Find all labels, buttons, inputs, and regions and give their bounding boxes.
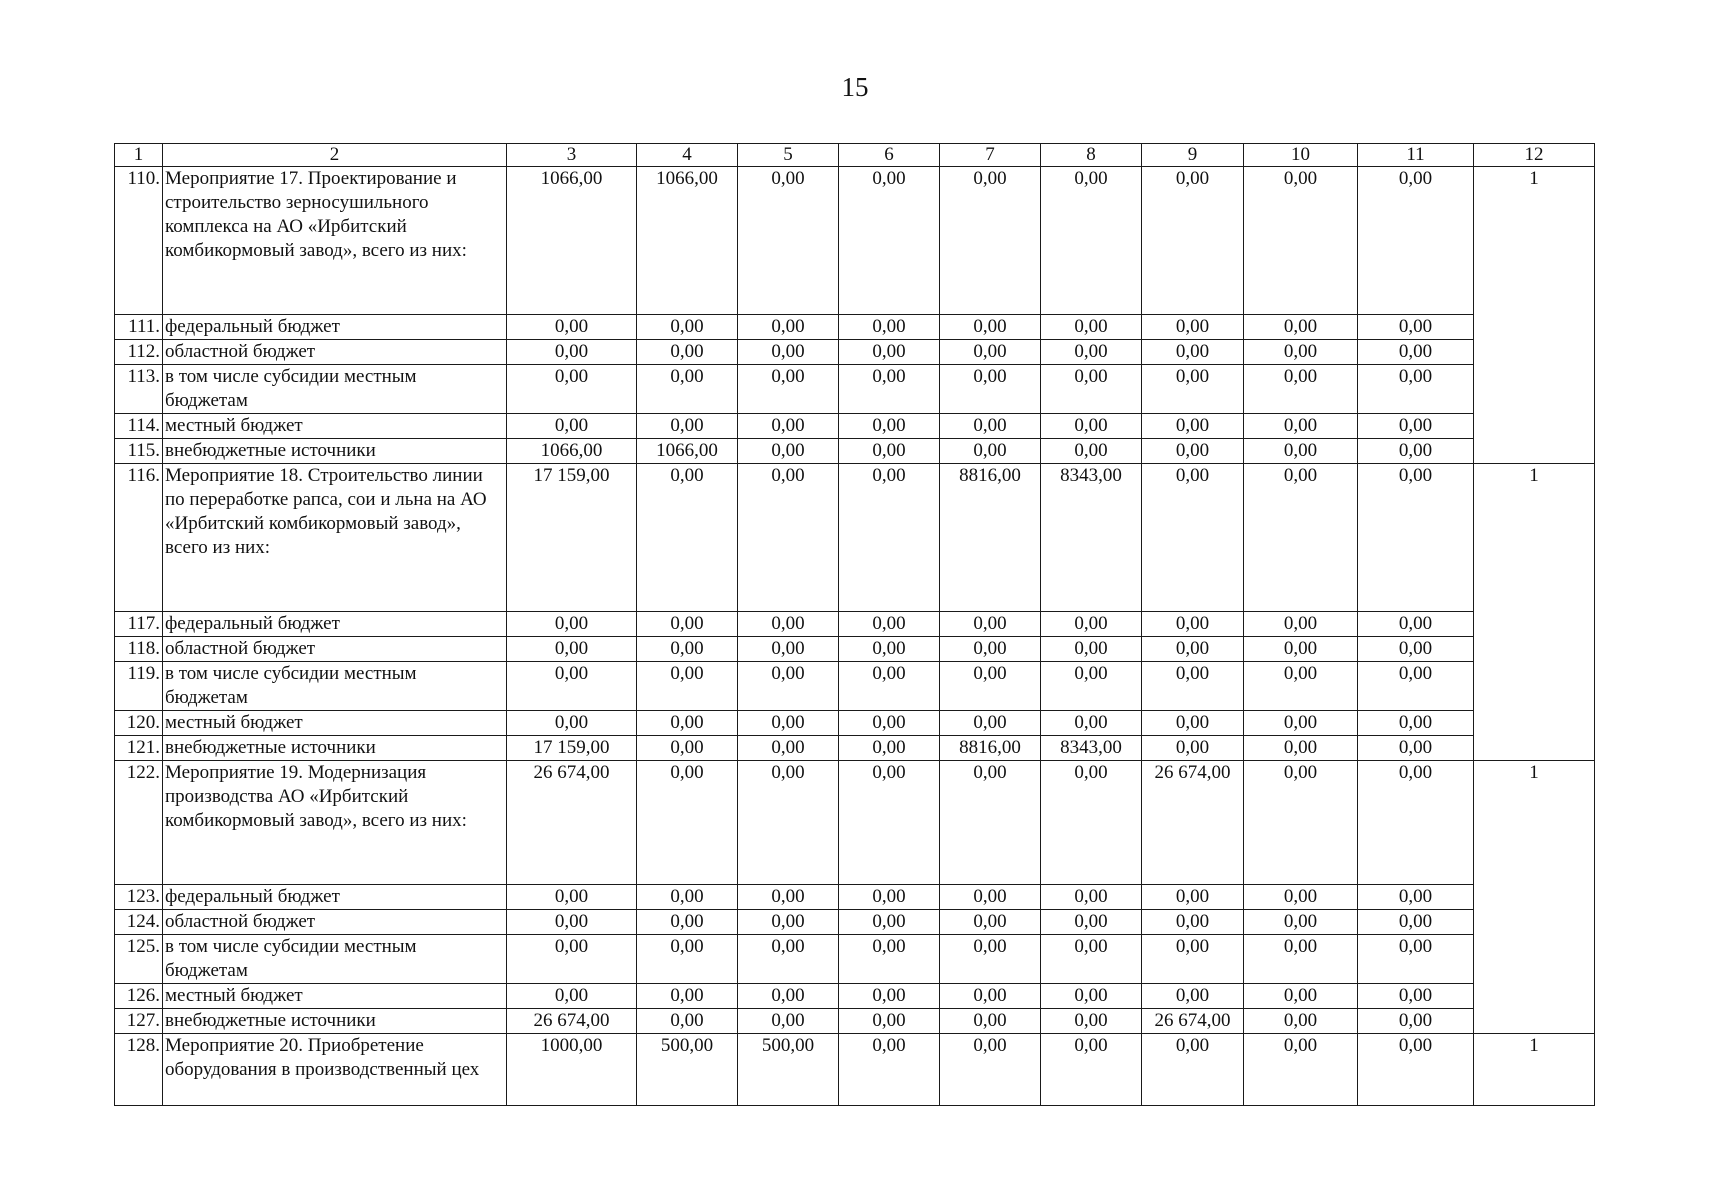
row-label: федеральный бюджет <box>163 885 507 910</box>
table-row <box>115 984 1595 1009</box>
target-indicator-cell: 1 <box>1474 1034 1595 1106</box>
value-cell: 0,00 <box>1358 315 1474 340</box>
row-number: 111. <box>115 315 163 340</box>
table-row <box>115 711 1595 736</box>
value-cell: 26 674,00 <box>507 761 637 885</box>
value-cell: 0,00 <box>1244 984 1358 1009</box>
value-cell: 1066,00 <box>637 439 738 464</box>
row-number: 117. <box>115 612 163 637</box>
value-cell: 0,00 <box>738 464 839 612</box>
value-cell: 0,00 <box>839 315 940 340</box>
row-number: 123. <box>115 885 163 910</box>
value-cell: 0,00 <box>1244 365 1358 414</box>
value-cell: 0,00 <box>738 711 839 736</box>
value-cell: 0,00 <box>507 637 637 662</box>
header-cell: 4 <box>637 144 738 167</box>
table-row <box>115 439 1595 464</box>
value-cell: 0,00 <box>1358 414 1474 439</box>
value-cell: 0,00 <box>940 365 1041 414</box>
row-label: местный бюджет <box>163 711 507 736</box>
value-cell: 0,00 <box>738 761 839 885</box>
value-cell: 0,00 <box>637 984 738 1009</box>
value-cell: 0,00 <box>1041 414 1142 439</box>
value-cell: 0,00 <box>738 340 839 365</box>
value-cell: 0,00 <box>940 761 1041 885</box>
value-cell: 0,00 <box>738 414 839 439</box>
value-cell: 0,00 <box>839 935 940 984</box>
row-number: 115. <box>115 439 163 464</box>
value-cell: 0,00 <box>940 885 1041 910</box>
row-label: в том числе субсидии местным бюджетам <box>163 935 507 984</box>
value-cell: 0,00 <box>940 439 1041 464</box>
value-cell: 26 674,00 <box>1142 761 1244 885</box>
value-cell: 1066,00 <box>507 167 637 315</box>
value-cell: 0,00 <box>507 935 637 984</box>
value-cell: 0,00 <box>1041 637 1142 662</box>
row-label: в том числе субсидии местным бюджетам <box>163 365 507 414</box>
value-cell: 0,00 <box>738 984 839 1009</box>
row-number: 128. <box>115 1034 163 1106</box>
value-cell: 0,00 <box>637 736 738 761</box>
value-cell: 0,00 <box>839 910 940 935</box>
value-cell: 26 674,00 <box>507 1009 637 1034</box>
value-cell: 0,00 <box>1244 167 1358 315</box>
value-cell: 0,00 <box>1358 662 1474 711</box>
value-cell: 0,00 <box>1142 885 1244 910</box>
value-cell: 0,00 <box>637 910 738 935</box>
row-number: 114. <box>115 414 163 439</box>
value-cell: 0,00 <box>839 414 940 439</box>
value-cell: 8343,00 <box>1041 464 1142 612</box>
value-cell: 0,00 <box>1041 612 1142 637</box>
value-cell: 0,00 <box>637 1009 738 1034</box>
row-label: Мероприятие 18. Строительство линии по переработке рапса, сои и льна на АО «Ирбитский комбикормовый завод», всего из них: <box>163 464 507 612</box>
table-row <box>115 365 1595 414</box>
value-cell: 0,00 <box>839 1009 940 1034</box>
value-cell: 0,00 <box>1244 414 1358 439</box>
value-cell: 8816,00 <box>940 464 1041 612</box>
value-cell: 0,00 <box>1041 340 1142 365</box>
page-number: 15 <box>841 72 869 102</box>
value-cell: 0,00 <box>1041 662 1142 711</box>
row-number: 120. <box>115 711 163 736</box>
row-number: 112. <box>115 340 163 365</box>
value-cell: 0,00 <box>507 612 637 637</box>
value-cell: 0,00 <box>940 315 1041 340</box>
value-cell: 0,00 <box>1358 365 1474 414</box>
value-cell: 0,00 <box>1041 167 1142 315</box>
value-cell: 8816,00 <box>940 736 1041 761</box>
value-cell: 0,00 <box>1142 340 1244 365</box>
value-cell: 0,00 <box>1142 315 1244 340</box>
value-cell: 0,00 <box>940 662 1041 711</box>
value-cell: 0,00 <box>1244 761 1358 885</box>
value-cell: 0,00 <box>738 736 839 761</box>
value-cell: 0,00 <box>637 935 738 984</box>
value-cell: 0,00 <box>1358 1009 1474 1034</box>
value-cell: 0,00 <box>1244 662 1358 711</box>
table-row <box>115 662 1595 711</box>
row-label: Мероприятие 19. Модернизация производства АО «Ирбитский комбикормовый завод», всего из них: <box>163 761 507 885</box>
value-cell: 0,00 <box>637 761 738 885</box>
value-cell: 0,00 <box>940 711 1041 736</box>
header-cell: 2 <box>163 144 507 167</box>
value-cell: 0,00 <box>839 464 940 612</box>
value-cell: 0,00 <box>1142 1034 1244 1106</box>
value-cell: 0,00 <box>507 340 637 365</box>
value-cell: 0,00 <box>738 662 839 711</box>
value-cell: 0,00 <box>940 910 1041 935</box>
value-cell: 0,00 <box>1358 167 1474 315</box>
value-cell: 0,00 <box>839 365 940 414</box>
value-cell: 0,00 <box>940 340 1041 365</box>
value-cell: 0,00 <box>1244 711 1358 736</box>
value-cell: 0,00 <box>1244 340 1358 365</box>
value-cell: 0,00 <box>637 365 738 414</box>
value-cell: 0,00 <box>1142 464 1244 612</box>
table-row <box>115 736 1595 761</box>
row-label: областной бюджет <box>163 340 507 365</box>
value-cell: 0,00 <box>507 662 637 711</box>
header-cell: 1 <box>115 144 163 167</box>
value-cell: 0,00 <box>637 414 738 439</box>
row-number: 121. <box>115 736 163 761</box>
value-cell: 0,00 <box>1142 935 1244 984</box>
row-label: местный бюджет <box>163 414 507 439</box>
value-cell: 0,00 <box>507 711 637 736</box>
header-cell: 3 <box>507 144 637 167</box>
value-cell: 0,00 <box>507 315 637 340</box>
value-cell: 0,00 <box>1142 711 1244 736</box>
value-cell: 0,00 <box>839 1034 940 1106</box>
row-number: 126. <box>115 984 163 1009</box>
table-row <box>115 414 1595 439</box>
value-cell: 0,00 <box>738 885 839 910</box>
target-indicator-cell: 1 <box>1474 761 1595 1034</box>
value-cell: 0,00 <box>1244 885 1358 910</box>
row-number: 122. <box>115 761 163 885</box>
table-row <box>115 1009 1595 1034</box>
header-cell: 6 <box>839 144 940 167</box>
row-number: 124. <box>115 910 163 935</box>
value-cell: 0,00 <box>839 736 940 761</box>
value-cell: 0,00 <box>1244 637 1358 662</box>
table-row <box>115 315 1595 340</box>
target-indicator-cell: 1 <box>1474 464 1595 761</box>
value-cell: 0,00 <box>637 464 738 612</box>
value-cell: 0,00 <box>839 662 940 711</box>
value-cell: 0,00 <box>738 167 839 315</box>
table-row <box>115 761 1595 885</box>
value-cell: 0,00 <box>1244 612 1358 637</box>
target-indicator-cell: 1 <box>1474 167 1595 464</box>
value-cell: 0,00 <box>1358 910 1474 935</box>
header-cell: 9 <box>1142 144 1244 167</box>
value-cell: 0,00 <box>839 637 940 662</box>
value-cell: 0,00 <box>1041 439 1142 464</box>
value-cell: 0,00 <box>1358 935 1474 984</box>
value-cell: 0,00 <box>1142 910 1244 935</box>
row-label: федеральный бюджет <box>163 315 507 340</box>
row-label: областной бюджет <box>163 910 507 935</box>
header-cell: 7 <box>940 144 1041 167</box>
value-cell: 0,00 <box>637 637 738 662</box>
table-row <box>115 340 1595 365</box>
value-cell: 0,00 <box>1358 984 1474 1009</box>
value-cell: 0,00 <box>839 885 940 910</box>
table-body <box>115 144 1595 1106</box>
row-number: 113. <box>115 365 163 414</box>
row-label: в том числе субсидии местным бюджетам <box>163 662 507 711</box>
value-cell: 0,00 <box>507 414 637 439</box>
row-number: 119. <box>115 662 163 711</box>
value-cell: 0,00 <box>507 885 637 910</box>
value-cell: 0,00 <box>1142 612 1244 637</box>
value-cell: 0,00 <box>1142 439 1244 464</box>
value-cell: 0,00 <box>637 340 738 365</box>
budget-table <box>114 143 1595 1106</box>
value-cell: 500,00 <box>738 1034 839 1106</box>
value-cell: 0,00 <box>1041 1009 1142 1034</box>
row-number: 116. <box>115 464 163 612</box>
value-cell: 0,00 <box>839 612 940 637</box>
value-cell: 0,00 <box>1041 1034 1142 1106</box>
value-cell: 0,00 <box>1142 984 1244 1009</box>
value-cell: 0,00 <box>839 984 940 1009</box>
table-row <box>115 935 1595 984</box>
row-label: местный бюджет <box>163 984 507 1009</box>
row-number: 118. <box>115 637 163 662</box>
value-cell: 0,00 <box>839 167 940 315</box>
value-cell: 0,00 <box>1358 736 1474 761</box>
value-cell: 0,00 <box>1041 761 1142 885</box>
value-cell: 0,00 <box>940 414 1041 439</box>
row-label: областной бюджет <box>163 637 507 662</box>
row-label: федеральный бюджет <box>163 612 507 637</box>
value-cell: 0,00 <box>1358 1034 1474 1106</box>
value-cell: 0,00 <box>1041 711 1142 736</box>
header-cell: 10 <box>1244 144 1358 167</box>
value-cell: 0,00 <box>1244 439 1358 464</box>
value-cell: 0,00 <box>1244 315 1358 340</box>
row-label: внебюджетные источники <box>163 439 507 464</box>
value-cell: 0,00 <box>637 662 738 711</box>
value-cell: 0,00 <box>1244 736 1358 761</box>
value-cell: 0,00 <box>637 612 738 637</box>
table-row <box>115 464 1595 612</box>
value-cell: 0,00 <box>1142 736 1244 761</box>
row-label: Мероприятие 20. Приобретение оборудования в производственный цех <box>163 1034 507 1106</box>
value-cell: 17 159,00 <box>507 736 637 761</box>
row-label: внебюджетные источники <box>163 736 507 761</box>
value-cell: 0,00 <box>1358 761 1474 885</box>
value-cell: 0,00 <box>738 365 839 414</box>
value-cell: 8343,00 <box>1041 736 1142 761</box>
value-cell: 0,00 <box>1244 1034 1358 1106</box>
value-cell: 0,00 <box>839 711 940 736</box>
row-label: Мероприятие 17. Проектирование и строительство зерносушильного комплекса на АО «Ирбитский комбикормовый завод», всего из них: <box>163 167 507 315</box>
value-cell: 1066,00 <box>637 167 738 315</box>
value-cell: 0,00 <box>1142 167 1244 315</box>
value-cell: 0,00 <box>738 935 839 984</box>
value-cell: 0,00 <box>1041 315 1142 340</box>
value-cell: 0,00 <box>1041 984 1142 1009</box>
value-cell: 0,00 <box>1358 439 1474 464</box>
row-number: 127. <box>115 1009 163 1034</box>
value-cell: 0,00 <box>839 439 940 464</box>
value-cell: 0,00 <box>1358 340 1474 365</box>
value-cell: 26 674,00 <box>1142 1009 1244 1034</box>
value-cell: 0,00 <box>738 910 839 935</box>
value-cell: 0,00 <box>940 984 1041 1009</box>
value-cell: 0,00 <box>738 1009 839 1034</box>
value-cell: 0,00 <box>839 340 940 365</box>
value-cell: 17 159,00 <box>507 464 637 612</box>
value-cell: 0,00 <box>940 1034 1041 1106</box>
value-cell: 0,00 <box>1358 612 1474 637</box>
header-cell: 12 <box>1474 144 1595 167</box>
value-cell: 0,00 <box>738 315 839 340</box>
value-cell: 0,00 <box>940 935 1041 984</box>
value-cell: 0,00 <box>1041 885 1142 910</box>
value-cell: 0,00 <box>940 637 1041 662</box>
value-cell: 0,00 <box>637 315 738 340</box>
value-cell: 0,00 <box>1142 637 1244 662</box>
value-cell: 0,00 <box>1041 935 1142 984</box>
value-cell: 0,00 <box>738 637 839 662</box>
value-cell: 0,00 <box>940 612 1041 637</box>
value-cell: 0,00 <box>738 612 839 637</box>
table-row <box>115 637 1595 662</box>
value-cell: 0,00 <box>738 439 839 464</box>
value-cell: 0,00 <box>507 910 637 935</box>
value-cell: 0,00 <box>637 885 738 910</box>
header-cell: 5 <box>738 144 839 167</box>
value-cell: 500,00 <box>637 1034 738 1106</box>
value-cell: 0,00 <box>1041 365 1142 414</box>
value-cell: 0,00 <box>1358 637 1474 662</box>
value-cell: 0,00 <box>507 984 637 1009</box>
value-cell: 0,00 <box>1358 711 1474 736</box>
value-cell: 0,00 <box>940 167 1041 315</box>
row-number: 110. <box>115 167 163 315</box>
row-number: 125. <box>115 935 163 984</box>
table-row <box>115 885 1595 910</box>
value-cell: 0,00 <box>1142 414 1244 439</box>
value-cell: 0,00 <box>940 1009 1041 1034</box>
table-row <box>115 167 1595 315</box>
table-row <box>115 612 1595 637</box>
value-cell: 1066,00 <box>507 439 637 464</box>
value-cell: 0,00 <box>1142 365 1244 414</box>
header-cell: 11 <box>1358 144 1474 167</box>
value-cell: 0,00 <box>1244 935 1358 984</box>
value-cell: 0,00 <box>1244 464 1358 612</box>
value-cell: 0,00 <box>507 365 637 414</box>
value-cell: 0,00 <box>839 761 940 885</box>
table-row <box>115 1034 1595 1106</box>
value-cell: 0,00 <box>637 711 738 736</box>
value-cell: 0,00 <box>1358 464 1474 612</box>
header-cell: 8 <box>1041 144 1142 167</box>
value-cell: 1000,00 <box>507 1034 637 1106</box>
table-header-row <box>115 144 1595 167</box>
value-cell: 0,00 <box>1041 910 1142 935</box>
value-cell: 0,00 <box>1244 1009 1358 1034</box>
value-cell: 0,00 <box>1358 885 1474 910</box>
value-cell: 0,00 <box>1244 910 1358 935</box>
row-label: внебюджетные источники <box>163 1009 507 1034</box>
value-cell: 0,00 <box>1142 662 1244 711</box>
table-row <box>115 910 1595 935</box>
